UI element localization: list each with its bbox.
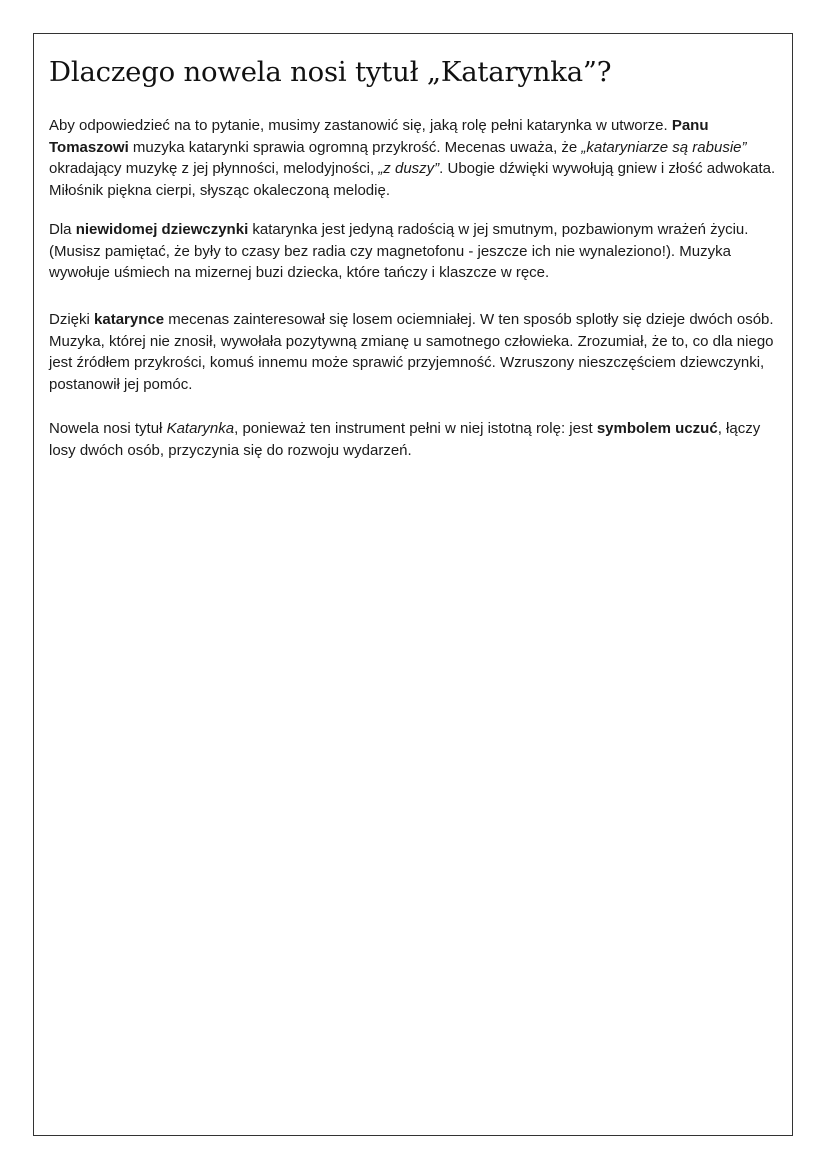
paragraph-1-text-2: muzyka katarynki sprawia ogromną przykrość. Mecenas uważa, że — [128, 138, 582, 156]
paragraph-2-bold-1: niewidomej dziewczynki — [75, 221, 249, 238]
paragraph-1-text-3: okradający muzykę z jej płynności, melodyjności, — [49, 160, 379, 178]
paragraph-4-text-1: Nowela nosi tytuł — [49, 420, 167, 437]
paragraph-2-text-2: katarynka jest jedyną radością w jej smutnym, pozbawionym wrażeń życiu. (Musisz pamiętać, że były to czasy bez radia czy magnetofonu - jeszcze ich nie wynaleziono!). Muzyka wywołuje uśmiech na mizernej buzi dziecka, które tańczy i klaszcze w ręce. — [49, 221, 749, 282]
paragraph-1 — [49, 115, 779, 201]
document-title: Dlaczego nowela nosi tytuł „Katarynka”? — [49, 56, 612, 88]
paragraph-1-italic-2: „z duszy” — [378, 160, 440, 178]
paragraph-1-text-4: . Ubogie dźwięki wywołują gniew i złość adwokata. Miłośnik piękna cierpi, słysząc okaleczoną melodię. — [49, 160, 776, 199]
paragraph-3-bold-1: katarynce — [94, 311, 165, 328]
paragraph-4-text-3: , łączy losy dwóch osób, przyczynia się do rozwoju wydarzeń. — [49, 420, 761, 459]
paragraph-4-text-2: , ponieważ ten instrument pełni w niej istotną rolę: jest — [234, 420, 597, 437]
paragraph-1-bold-1: Panu Tomaszowi — [49, 117, 709, 156]
paragraph-4-italic-1: Katarynka — [166, 420, 235, 437]
paragraph-3 — [49, 309, 779, 395]
paragraph-2-text-1: Dla — [49, 221, 76, 238]
paragraph-4 — [49, 418, 779, 461]
paragraph-1-text-1: Aby odpowiedzieć na to pytanie, musimy zastanowić się, jaką rolę pełni katarynka w utworze. — [49, 117, 672, 134]
paragraph-2 — [49, 219, 779, 284]
paragraph-1-italic-1: „kataryniarze są rabusie” — [581, 138, 747, 156]
paragraph-3-text-2: mecenas zainteresował się losem ociemniałej. W ten sposób splotły się dzieje dwóch osób. Muzyka, której nie znosił, wywołała pozytywną zmianę u samotnego człowieka. Zrozumiał, że to, co dla niego jest źródłem przykrości, komuś innemu może sprawić przyjemność. Wzruszony nieszczęściem dziewczynki, postanowił jej pomóc. — [49, 311, 774, 393]
paragraph-3-text-1: Dzięki — [49, 311, 95, 328]
paragraph-4-bold-1: symbolem uczuć — [596, 420, 718, 437]
